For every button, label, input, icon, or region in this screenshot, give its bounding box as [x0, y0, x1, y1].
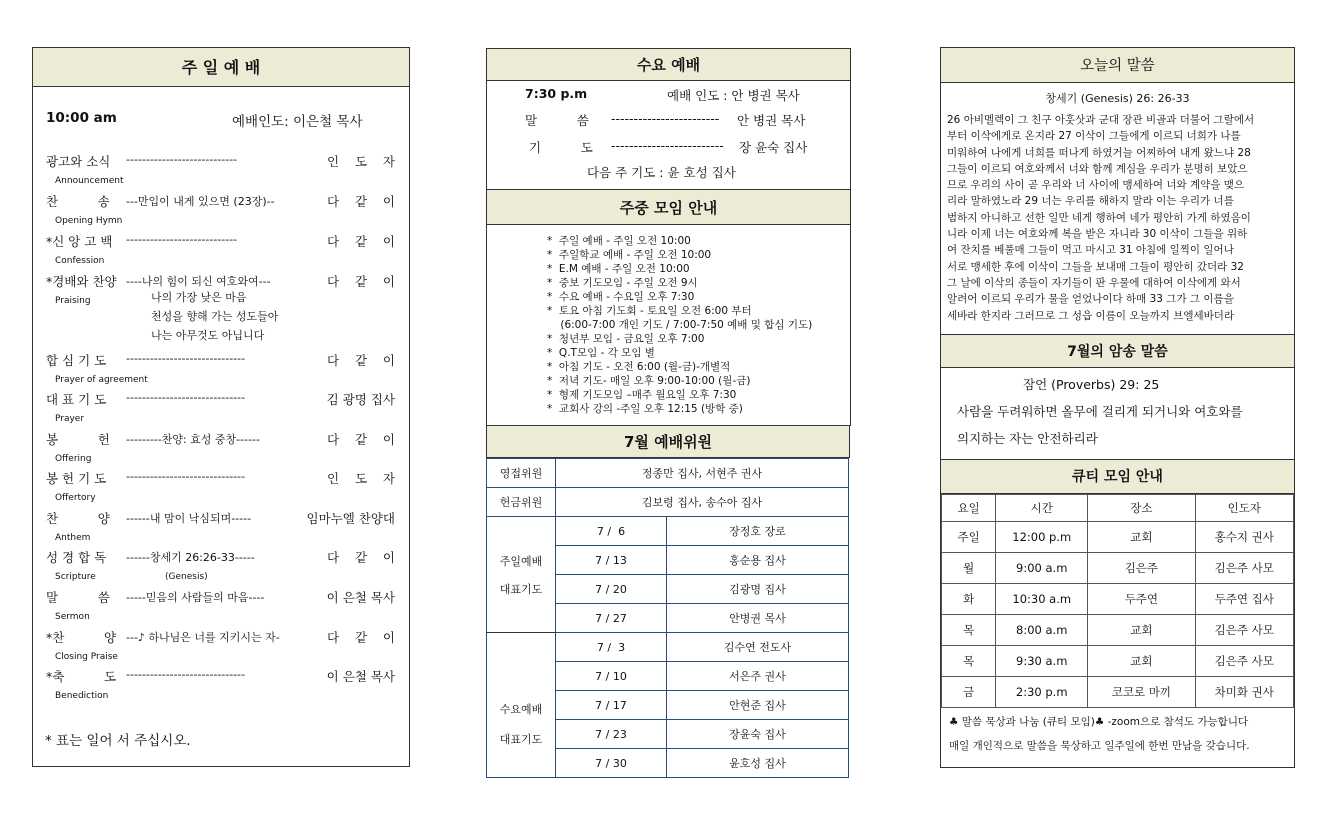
scripture-line: 그 날에 이삭의 종들이 자기들이 판 우물에 대하여 이삭에게 와서 [947, 276, 1241, 289]
role-name: 안병권 목사 [667, 604, 849, 633]
worship-item-leader: 김 광명 집사 [326, 392, 395, 407]
offering-names: 김보령 집사, 송수아 집사 [556, 488, 849, 517]
worship-item-leader: 다 같 이 [326, 274, 395, 289]
wednesday-leader: 예배 인도 : 안 병권 목사 [667, 88, 800, 103]
worship-item-label: 찬 양 [46, 511, 110, 526]
worship-item-english: Benediction [55, 691, 109, 701]
worship-item-leader: 다 같 이 [326, 432, 395, 447]
role-date: 7 / 20 [556, 575, 667, 604]
memory-reference: 잠언 (Proverbs) 29: 25 [1023, 377, 1160, 392]
worship-item-leader: 인 도 자 [326, 154, 395, 169]
worship-item-english: Anthem [55, 533, 91, 543]
qt-table [941, 494, 1294, 708]
scripture-line: 26 아비멜렉이 그 친구 아훗삿과 군대 장관 비골과 더불어 그랄에서 [947, 114, 1255, 126]
right-panel [940, 47, 1295, 768]
weekly-meeting-item: (6:00-7:00 개인 기도 / 7:00-7:50 예배 및 합심 기도) [547, 319, 813, 331]
middle-panel [486, 48, 851, 773]
qt-cell: 교회 [1088, 522, 1195, 553]
qt-cell: 김은주 사모 [1195, 553, 1293, 584]
worship-item-leader: 이 은철 목사 [326, 669, 395, 684]
qt-cell: 8:00 a.m [996, 615, 1088, 646]
wednesday-sermon-label: 말 씀 [525, 113, 589, 128]
worship-item-detail: ---------찬양: 효성 중창------ [126, 433, 260, 446]
qt-column-header: 인도자 [1195, 495, 1293, 522]
weekly-meeting-item: * 수요 예배 - 수요일 오후 7:30 [547, 291, 695, 303]
qt-cell: 9:00 a.m [996, 553, 1088, 584]
scripture-line: 그들이 이르되 여호와께서 너와 함께 계심을 우리가 분명히 보았으 [947, 162, 1248, 175]
worship-item-label: 합 심 기 도 [46, 353, 107, 368]
worship-item-detail: ------내 맘이 낙심되며----- [126, 512, 252, 525]
role-name: 김수연 전도사 [667, 633, 849, 662]
qt-cell: 김은주 사모 [1195, 615, 1293, 646]
qt-cell: 홍수지 권사 [1195, 522, 1293, 553]
worship-item-detail: ------창세기 26:26-33----- [126, 551, 255, 564]
worship-item-english: Prayer [55, 414, 85, 424]
qt-cell: 김은주 사모 [1195, 646, 1293, 677]
scripture-line: 서로 맹세한 후에 이삭이 그들을 보내매 그들이 평안히 갔더라 32 [947, 260, 1244, 273]
scripture-line: 세바라 한지라 그러므로 그 성읍 이름이 오늘까지 브엘세바더라 [947, 309, 1235, 322]
worship-item-english: Scripture [55, 572, 96, 582]
sunday-header: 주 일 예 배 [32, 47, 410, 87]
scripture-line: 니라 이제 너는 여호와께 복을 받은 자니라 30 이삭이 그들을 위하 [947, 228, 1248, 241]
worship-item-detail: ------------------------------ [126, 352, 246, 365]
weekly-meeting-item: * E.M 예배 - 주일 오전 10:00 [547, 263, 690, 275]
worship-item-extra: 천성을 향해 가는 성도들아 [151, 310, 279, 323]
qt-cell: 목 [942, 646, 996, 677]
worship-item-detail: ---♪ 하나님은 너를 지키시는 자- [126, 631, 280, 644]
weekly-meeting-item: * 중보 기도모임 - 주일 오전 9시 [547, 277, 698, 289]
worship-item-leader: 다 같 이 [326, 194, 395, 209]
standing-footnote: * 표는 일어 서 주십시오. [45, 733, 191, 749]
role-name: 안현준 집사 [667, 691, 849, 720]
worship-item-detail: ---------------------------- [126, 153, 238, 166]
qt-column-header: 시간 [996, 495, 1088, 522]
qt-note-1: ♣ 말씀 묵상과 나눔 (큐티 모임)♣ -zoom으로 참석도 가능합니다 [949, 716, 1249, 728]
worship-item-detail: -----믿음의 사람들의 마음---- [126, 591, 265, 604]
wednesday-prayer-label: 수요예배 대표기도 [487, 633, 556, 778]
role-date: 7 / 13 [556, 546, 667, 575]
worship-item-extra: (Genesis) [165, 572, 208, 582]
qt-cell: 두주연 집사 [1195, 584, 1293, 615]
worship-item-detail: ----나의 힘이 되신 여호와여--- [126, 275, 271, 288]
role-date: 7 / 6 [556, 517, 667, 546]
weekly-header: 주중 모임 안내 [486, 189, 851, 225]
role-name: 홍순용 집사 [667, 546, 849, 575]
worship-item-extra: 나는 아무것도 아닙니다 [151, 329, 265, 342]
worship-item-english: Announcement [55, 176, 124, 186]
memory-verse-line2: 의지하는 자는 안전하리라 [957, 431, 1098, 446]
qt-row [942, 677, 1294, 708]
worship-item-english: Offertory [55, 493, 96, 503]
qt-row [942, 646, 1294, 677]
weekly-meeting-item: * 청년부 모임 - 금요일 오후 7:00 [547, 333, 705, 345]
next-week-prayer: 다음 주 기도 : 윤 호성 집사 [587, 165, 736, 180]
role-name: 장정호 장로 [667, 517, 849, 546]
role-date: 7 / 27 [556, 604, 667, 633]
roles-table [486, 458, 849, 778]
role-date: 7 / 17 [556, 691, 667, 720]
weekly-meeting-item: * Q.T모임 - 각 모임 별 [547, 347, 655, 359]
weekly-meeting-item: * 아침 기도 - 오전 6:00 (월-금)-개별적 [547, 361, 731, 373]
qt-cell: 9:30 a.m [996, 646, 1088, 677]
weekly-meeting-item: * 토요 아침 기도회 - 토요일 오전 6:00 부터 [547, 305, 752, 317]
qt-row [942, 553, 1294, 584]
qt-cell: 코코로 마끼 [1088, 677, 1195, 708]
role-name: 서은주 권사 [667, 662, 849, 691]
worship-item-label: 봉 헌 기 도 [46, 471, 107, 486]
memory-header: 7월의 암송 말씀 [940, 334, 1295, 368]
scripture-line: 알려어 이르되 우리가 물을 얻었나이다 하매 33 그가 그 이름을 [947, 293, 1234, 306]
sunday-leader: 예배인도: 이은철 목사 [232, 114, 363, 130]
qt-column-header: 요일 [942, 495, 996, 522]
worship-item-extra: 나의 가장 낮은 마음 [151, 291, 247, 304]
worship-item-label: 광고와 소식 [46, 154, 111, 169]
qt-cell: 주일 [942, 522, 996, 553]
offering-label: 헌금위원 [487, 488, 556, 517]
weekly-meetings-box [486, 189, 851, 426]
qt-cell: 화 [942, 584, 996, 615]
qt-header: 큐티 모임 안내 [940, 459, 1295, 494]
worship-item-leader: 임마누엘 찬양대 [306, 511, 395, 526]
worship-item-detail: ---만입이 내게 있으면 (23장)-- [126, 195, 275, 208]
qt-cell: 10:30 a.m [996, 584, 1088, 615]
scripture-line: 부터 이삭에게로 온지라 27 이삭이 그들에게 이르되 너희가 나를 [947, 130, 1241, 143]
weekly-meeting-item: * 저녁 기도- 매일 오후 9:00-10:00 (월-금) [547, 375, 751, 387]
qt-cell: 교회 [1088, 646, 1195, 677]
qt-cell: 두주연 [1088, 584, 1195, 615]
qt-column-header: 장소 [1088, 495, 1195, 522]
worship-item-leader: 다 같 이 [326, 234, 395, 249]
qt-cell: 12:00 p.m [996, 522, 1088, 553]
qt-row [942, 584, 1294, 615]
worship-item-label: *경배와 찬양 [46, 274, 117, 289]
worship-item-english: Offering [55, 454, 92, 464]
worship-item-detail: ------------------------------ [126, 668, 246, 681]
weekly-meeting-item: * 교회사 강의 -주일 오후 12:15 (방학 중) [547, 403, 743, 415]
wednesday-service-box [486, 48, 851, 190]
worship-item-detail: ------------------------------ [126, 391, 246, 404]
qt-cell: 2:30 p.m [996, 677, 1088, 708]
weekly-meeting-item: * 주일학교 예배 - 주일 오전 10:00 [547, 249, 712, 261]
word-reference: 창세기 (Genesis) 26: 26-33 [1045, 92, 1190, 105]
worship-item-english: Opening Hymn [55, 216, 123, 226]
scripture-text [947, 112, 1291, 324]
roles-header: 7월 예배위원 [486, 425, 850, 458]
qt-row [942, 522, 1294, 553]
qt-cell: 목 [942, 615, 996, 646]
worship-item-english: Closing Praise [55, 652, 118, 662]
worship-item-label: *신 앙 고 백 [46, 234, 113, 249]
role-date: 7 / 23 [556, 720, 667, 749]
worship-item-detail: ---------------------------- [126, 233, 238, 246]
scripture-line: 므로 우리의 사이 곧 우리와 너 사이에 맹세하여 너와 계약을 맺으 [947, 179, 1245, 192]
worship-item-label: 봉 헌 [46, 432, 110, 447]
qt-row [942, 615, 1294, 646]
worship-item-label: 말 씀 [46, 590, 110, 605]
worship-item-label: *축 도 [46, 669, 117, 684]
worship-item-leader: 다 같 이 [326, 630, 395, 645]
worship-item-label: 대 표 기 도 [46, 392, 107, 407]
weekly-meeting-item: * 형제 기도모임 –매주 월요일 오후 7:30 [547, 389, 737, 401]
worship-item-leader: 다 같 이 [326, 353, 395, 368]
wednesday-time: 7:30 p.m [525, 86, 588, 101]
worship-item-english: Sermon [55, 612, 90, 622]
scripture-line: 리라 말하였노라 29 너는 우리를 해하지 말라 이는 우리가 너를 [947, 195, 1234, 208]
worship-item-leader: 이 은철 목사 [326, 590, 395, 605]
sunday-time: 10:00 am [46, 110, 117, 126]
wednesday-prayer-who: 장 윤숙 집사 [739, 140, 808, 155]
scripture-line: 미워하여 나에게 너희를 떠나게 하였거늘 어찌하여 내게 왔느냐 28 [947, 146, 1251, 159]
role-date: 7 / 10 [556, 662, 667, 691]
role-date: 7 / 30 [556, 749, 667, 778]
qt-cell: 교회 [1088, 615, 1195, 646]
sunday-service-panel [32, 47, 410, 767]
usher-label: 영접위원 [487, 459, 556, 488]
worship-item-leader: 다 같 이 [326, 550, 395, 565]
worship-item-english: Confession [55, 256, 105, 266]
role-date: 7 / 3 [556, 633, 667, 662]
worship-item-label: 찬 송 [46, 194, 110, 209]
qt-cell: 차미화 권사 [1195, 677, 1293, 708]
scripture-line: 범하지 아니하고 선한 일만 네게 행하여 네가 평안히 가게 하였음이 [947, 211, 1251, 224]
role-name: 윤호성 집사 [667, 749, 849, 778]
wednesday-sermon-who: 안 병권 목사 [737, 113, 806, 128]
weekly-meeting-item: * 주일 예배 - 주일 오전 10:00 [547, 235, 691, 247]
wednesday-prayer-label: 기 도 [529, 140, 593, 155]
qt-cell: 월 [942, 553, 996, 584]
worship-item-leader: 인 도 자 [326, 471, 395, 486]
worship-item-english: Praising [55, 296, 91, 306]
qt-note-2: 매일 개인적으로 말씀을 묵상하고 일주일에 한번 만남을 갖습니다. [949, 740, 1250, 752]
wednesday-sermon-dots: ------------------------ [611, 111, 720, 126]
word-header: 오늘의 말씀 [940, 47, 1295, 83]
worship-item-label: *찬 양 [46, 630, 117, 645]
role-name: 김광명 집사 [667, 575, 849, 604]
memory-verse-line1: 사람을 두려워하면 올무에 걸리게 되거니와 여호와를 [957, 404, 1243, 419]
qt-cell: 금 [942, 677, 996, 708]
wednesday-prayer-dots: ------------------------- [611, 138, 724, 153]
qt-cell: 김은주 [1088, 553, 1195, 584]
worship-item-english: Prayer of agreement [55, 375, 148, 385]
worship-item-detail: ------------------------------ [126, 470, 246, 483]
sunday-prayer-label: 주일예배 대표기도 [487, 517, 556, 633]
usher-names: 정종만 집사, 서현주 권사 [556, 459, 849, 488]
worship-item-label: 성 경 합 독 [46, 550, 107, 565]
role-name: 장윤숙 집사 [667, 720, 849, 749]
scripture-line: 여 잔치를 베풀매 그들이 먹고 마시고 31 아침에 일찍이 일어나 [947, 244, 1234, 257]
weekly-meeting-list [547, 234, 812, 416]
wednesday-header: 수요 예배 [486, 48, 851, 81]
